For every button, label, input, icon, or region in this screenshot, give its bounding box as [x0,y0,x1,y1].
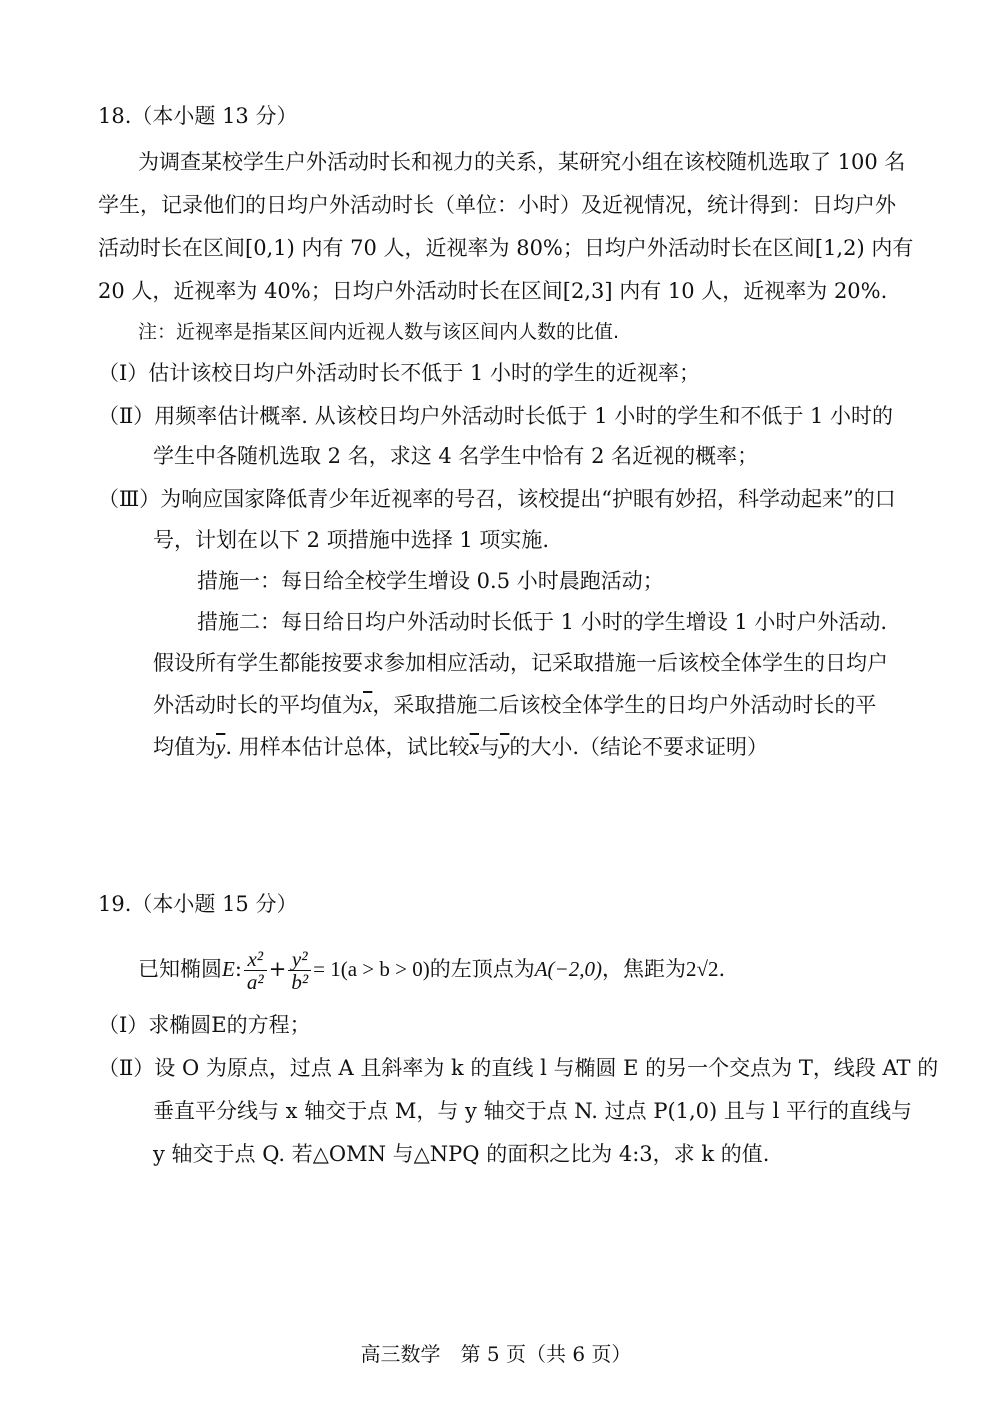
q19-part2-line-2: 垂直平分线与 x 轴交于点 M，与 y 轴交于点 N. 过点 P(1,0) 且与 l 平行的直线与 [153,1099,912,1123]
q18-assumption-3a: 均值为 [153,735,216,759]
q19-part2-line-3: y 轴交于点 Q. 若△OMN 与△NPQ 的面积之比为 4:3，求 k 的值. [153,1142,770,1166]
fraction-y-over-b [288,948,311,993]
q18-assumption-3d: 的大小.（结论不要求证明） [509,735,769,759]
y-bar-symbol: $\overline{y}$ [216,735,226,759]
left-vertex: A(−2,0) [534,957,602,981]
ellipse-condition: = 1(a > b > 0) [313,957,430,981]
q18-text-line-1: 为调查某校学生户外活动时长和视力的关系，某研究小组在该校随机选取了 100 名 [138,150,906,174]
fraction-x-over-a [244,948,267,993]
q18-part2-line-2: 学生中各随机选取 2 名，求这 4 名学生中恰有 2 名近视的概率； [153,444,759,468]
q18-measure-2: 措施二：每日给日均户外活动时长低于 1 小时的学生增设 1 小时户外活动. [197,610,888,634]
q19-part1: （Ⅰ）求椭圆E的方程； [98,1013,311,1037]
q19-given-c: ，焦距为 [601,957,686,981]
q19-given [138,944,725,994]
colon: : [234,957,242,981]
q18-text-line-4: 20 人，近视率为 40%；日均户外活动时长在区间[2,3] 内有 10 人，近视率为 20%. [98,279,888,303]
fraction-denominator-2: b² [291,970,309,994]
y-bar-symbol-2: $\overline{y}$ [500,735,510,759]
fraction-denominator: a² [246,970,264,994]
x-bar-symbol: $\overline{x}$ [363,693,373,717]
q19-heading: 19.（本小题 15 分） [98,892,298,916]
q18-assumption-line-3 [153,732,768,762]
fraction-numerator: x² [244,948,267,971]
q18-note: 注：近视率是指某区间内近视人数与该区间内人数的比值. [138,321,620,343]
q18-part3-line-2: 号，计划在以下 2 项措施中选择 1 项实施. [153,528,550,552]
q19-given-a: 已知椭圆 [138,957,222,981]
q18-assumption-3c: 与 [479,735,501,759]
x-bar-symbol-2: $\overline{x}$ [469,735,480,759]
q18-assumption-2b: ，采取措施二后该校全体学生的日均户外活动时长的平 [372,693,877,717]
q18-part2-line-1: （Ⅱ）用频率估计概率. 从该校日均户外活动时长低于 1 小时的学生和不低于 1 小时的 [98,404,894,428]
q18-assumption-2a: 外活动时长的平均值为 [153,693,363,717]
q18-text-line-2: 学生，记录他们的日均户外活动时长（单位：小时）及近视情况，统计得到：日均户外 [98,193,896,217]
q18-assumption-line-2 [153,690,876,720]
q19-given-end: . [718,957,726,981]
q18-part1: （Ⅰ）估计该校日均户外活动时长不低于 1 小时的学生的近视率； [98,361,701,385]
plus-sign: + [268,957,287,981]
q18-measure-1: 措施一：每日给全校学生增设 0.5 小时晨跑活动； [197,569,664,593]
q19-part2-line-1: （Ⅱ）设 O 为原点，过点 A 且斜率为 k 的直线 l 与椭圆 E 的另一个交点为 T，线段 AT 的 [98,1056,939,1080]
q18-text-line-3: 活动时长在区间[0,1) 内有 70 人，近视率为 80%；日均户外活动时长在区间[1,2) 内有 [98,236,914,260]
q18-heading: 18.（本小题 13 分） [98,104,298,128]
q18-assumption-3b: . 用样本估计总体，试比较 [225,735,470,759]
fraction-numerator-2: y² [288,948,311,971]
ellipse-name: E [222,957,235,981]
q18-assumption-line-1: 假设所有学生都能按要求参加相应活动，记采取措施一后该校全体学生的日均户 [153,651,888,675]
q18-part3-line-1: （Ⅲ）为响应国家降低青少年近视率的号召，该校提出“护眼有妙招，科学动起来”的口 [98,487,896,511]
page-footer: 高三数学 第 5 页（共 6 页） [360,1342,632,1366]
q19-given-b: 的左顶点为 [429,957,535,981]
focal-length: 2√2 [685,957,719,981]
